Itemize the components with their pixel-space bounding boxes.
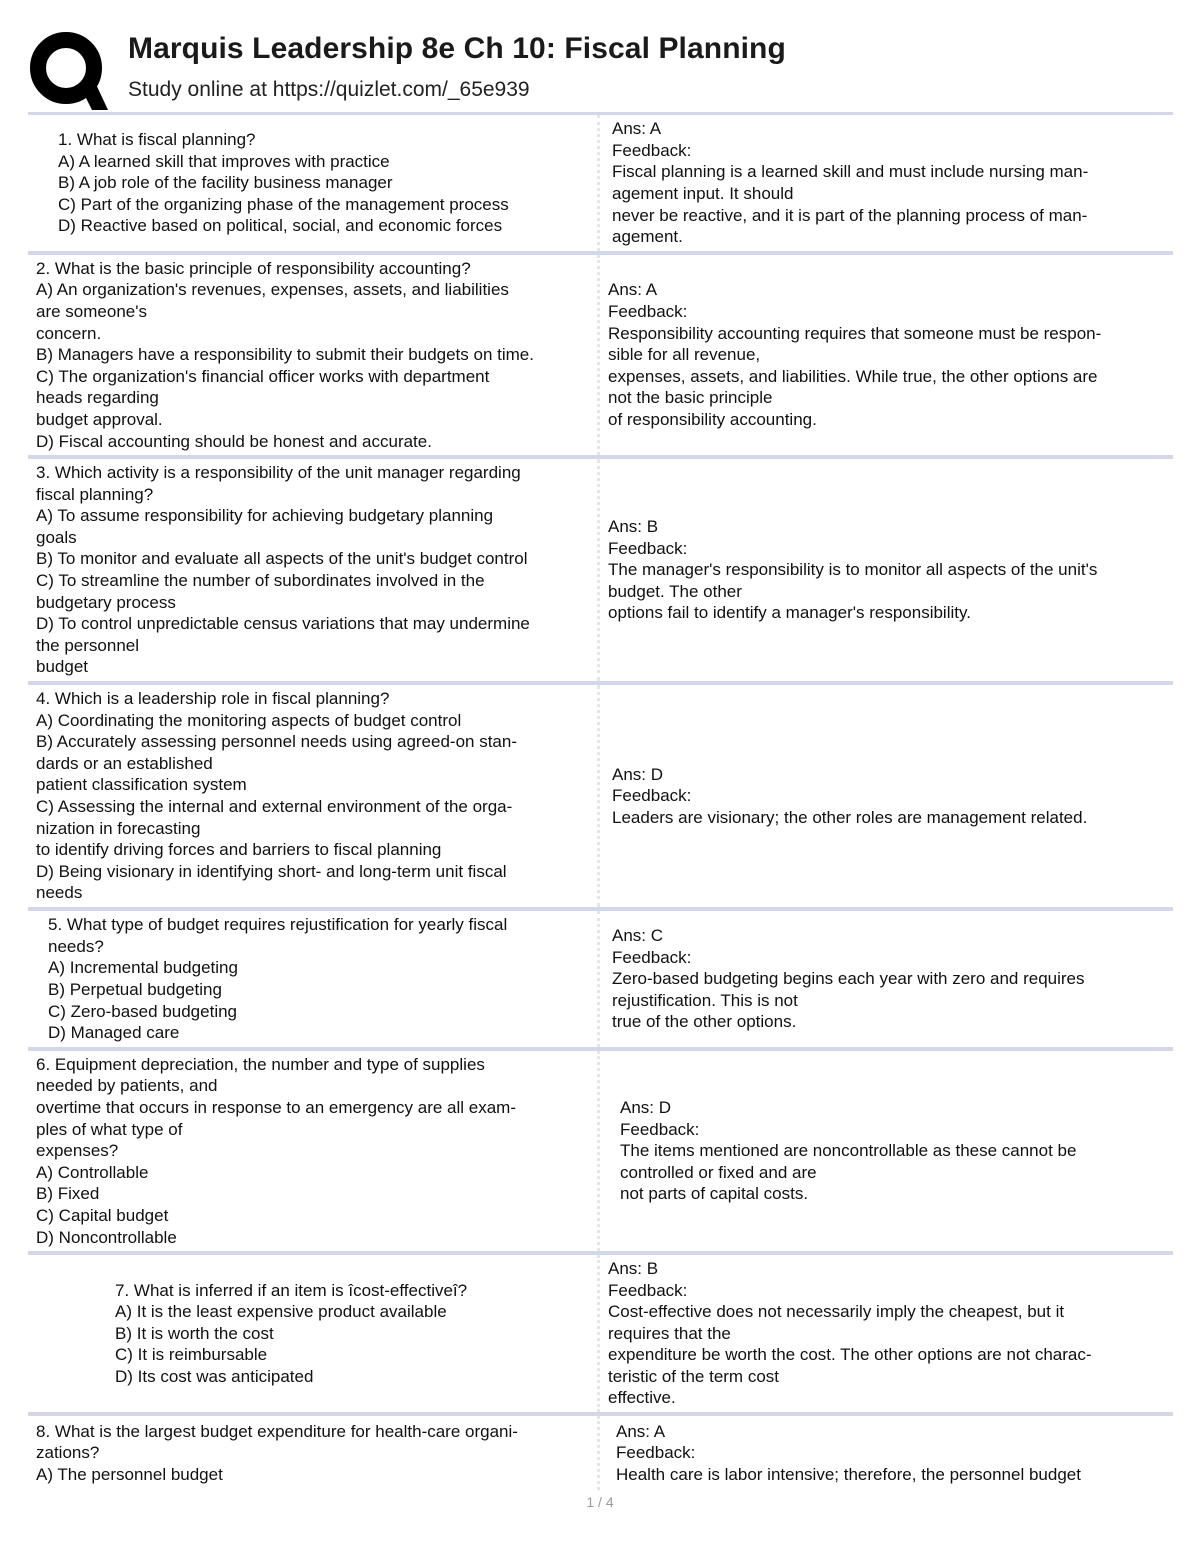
answer-cell (600, 911, 1173, 1047)
question-line: C) Capital budget (36, 1205, 169, 1225)
page-header (28, 28, 1178, 110)
quizlet-q-logo-icon (28, 30, 108, 110)
answer-line: Feedback: (612, 140, 692, 160)
answer-line: Feedback: (616, 1443, 696, 1463)
question-line: C) To streamline the number of subordinates involved in the (36, 571, 485, 590)
question-line: 2. What is the basic principle of responsibility accounting? (36, 258, 471, 278)
question-line: expenses? (36, 1141, 119, 1161)
question-cell (28, 459, 600, 681)
answer-line: requires that the (608, 1323, 731, 1343)
question-line: A) Controllable (36, 1162, 149, 1182)
question-line: the personnel (36, 635, 140, 655)
answer-line: Leaders are visionary; the other roles are management related. (612, 807, 1088, 827)
question-line: B) Managers have a responsibility to submit their budgets on time. (36, 345, 534, 365)
answer-line: sible for all revenue, (608, 345, 761, 365)
answer-line: Cost-effective does not necessarily imply the cheapest, but it (608, 1302, 1065, 1322)
page-number: 1 / 4 (586, 1494, 614, 1510)
answer-line: Responsibility accounting requires that someone must be respon- (608, 323, 1102, 343)
answer-line: effective. (608, 1388, 676, 1408)
answer-cell (600, 1416, 1173, 1490)
flashcard (28, 459, 1173, 685)
flashcard-list (28, 112, 1173, 1490)
question-line: B) Accurately assessing personnel needs using agreed-on stan- (36, 732, 518, 752)
answer-line: Ans: A (612, 119, 662, 139)
question-line: A) It is the least expensive product available (115, 1302, 447, 1322)
answer-line: budget. The other (608, 581, 742, 601)
question-line: C) Part of the organizing phase of the management process (58, 194, 509, 214)
page-title: Marquis Leadership 8e Ch 10: Fiscal Planning (128, 32, 786, 65)
answer-line: true of the other options. (612, 1012, 797, 1032)
answer-line: Ans: C (612, 926, 664, 946)
question-line: D) Fiscal accounting should be honest and accurate. (36, 431, 432, 451)
question-cell (28, 1255, 600, 1412)
question-line: B) It is worth the cost (115, 1323, 274, 1343)
answer-line: Feedback: (608, 302, 688, 322)
question-cell (28, 115, 600, 251)
question-line: 7. What is inferred if an item is îcost-effectiveî? (115, 1280, 468, 1300)
question-line: D) Noncontrollable (36, 1227, 177, 1247)
answer-line: Health care is labor intensive; therefore, the personnel budget (616, 1464, 1081, 1484)
question-line: A) The personnel budget (36, 1464, 223, 1484)
study-online-url[interactable]: Study online at https://quizlet.com/_65e939 (128, 78, 530, 101)
flashcard (28, 1416, 1173, 1490)
question-line: D) To control unpredictable census variations that may undermine (36, 614, 530, 634)
question-line: A) Incremental budgeting (48, 958, 238, 978)
answer-line: not the basic principle (608, 388, 773, 408)
question-line: B) Fixed (36, 1184, 100, 1204)
answer-line: Feedback: (608, 538, 688, 558)
answer-line: agement input. It should (612, 184, 794, 203)
question-line: B) A job role of the facility business manager (58, 173, 393, 193)
answer-line: Ans: A (616, 1421, 666, 1441)
question-line: A) Coordinating the monitoring aspects of budget control (36, 710, 462, 730)
flashcard (28, 685, 1173, 911)
answer-line: of responsibility accounting. (608, 409, 817, 429)
answer-line: Zero-based budgeting begins each year with zero and requires (612, 969, 1085, 989)
question-cell (28, 685, 600, 907)
question-line: dards or an established (36, 753, 213, 773)
question-line: D) Reactive based on political, social, and economic forces (58, 216, 503, 236)
question-line: needs (36, 883, 83, 903)
question-line: 5. What type of budget requires rejustification for yearly fiscal (48, 915, 508, 935)
answer-line: Feedback: (620, 1119, 700, 1139)
answer-line: agement. (612, 227, 683, 247)
answer-line: Ans: D (612, 764, 664, 784)
question-line: goals (36, 527, 77, 547)
answer-line: rejustification. This is not (612, 990, 798, 1010)
flashcard (28, 911, 1173, 1051)
answer-line: Ans: D (620, 1098, 672, 1118)
question-line: 6. Equipment depreciation, the number and type of supplies (36, 1054, 485, 1074)
question-line: C) It is reimbursable (115, 1345, 268, 1365)
answer-line: Fiscal planning is a learned skill and must include nursing man- (612, 162, 1089, 182)
answer-cell (600, 255, 1173, 455)
answer-line: expenses, assets, and liabilities. While true, the other options are (608, 366, 1098, 386)
answer-line: Feedback: (608, 1280, 688, 1300)
answer-line: teristic of the term cost (608, 1366, 779, 1386)
question-line: overtime that occurs in response to an emergency are all exam- (36, 1098, 517, 1118)
answer-line: options fail to identify a manager's responsibility. (608, 603, 971, 623)
answer-line: not parts of capital costs. (620, 1184, 809, 1204)
answer-line: Feedback: (612, 947, 692, 967)
question-line: A) An organization's revenues, expenses, assets, and liabilities (36, 280, 509, 300)
flashcard (28, 115, 1173, 255)
question-line: concern. (36, 323, 102, 343)
flashcard (28, 1051, 1173, 1255)
question-line: needs? (48, 936, 104, 956)
question-line: to identify driving forces and barriers to fiscal planning (36, 840, 442, 860)
question-line: D) Managed care (48, 1023, 180, 1043)
answer-line: expenditure be worth the cost. The other options are not charac- (608, 1345, 1092, 1365)
answer-cell (600, 685, 1173, 907)
question-line: ples of what type of (36, 1119, 183, 1139)
answer-line: Ans: B (608, 1258, 659, 1278)
answer-cell (600, 1255, 1173, 1412)
question-line: budget (36, 657, 88, 677)
answer-cell (600, 1051, 1173, 1251)
question-line: B) To monitor and evaluate all aspects of the unit's budget control (36, 549, 528, 569)
answer-line: never be reactive, and it is part of the planning process of man- (612, 205, 1088, 225)
answer-line: The manager's responsibility is to monitor all aspects of the unit's (608, 560, 1098, 580)
answer-line: Feedback: (612, 786, 692, 806)
question-line: 4. Which is a leadership role in fiscal planning? (36, 689, 390, 709)
question-line: nization in forecasting (36, 818, 201, 838)
question-line: 8. What is the largest budget expenditure for health-care organi- (36, 1421, 518, 1441)
answer-line: Ans: A (608, 280, 658, 300)
question-line: fiscal planning? (36, 484, 154, 504)
answer-cell (600, 115, 1173, 251)
question-line: C) Zero-based budgeting (48, 1001, 238, 1021)
question-line: A) A learned skill that improves with practice (58, 151, 390, 171)
question-line: D) Being visionary in identifying short- and long-term unit fiscal (36, 861, 507, 881)
flashcard (28, 1255, 1173, 1416)
question-line: zations? (36, 1443, 100, 1463)
question-line: are someone's (36, 302, 147, 322)
answer-line: controlled or fixed and are (620, 1162, 817, 1182)
question-line: patient classification system (36, 775, 247, 795)
answer-line: Ans: B (608, 517, 659, 537)
flashcard (28, 255, 1173, 459)
question-line: budget approval. (36, 409, 163, 429)
question-line: budgetary process (36, 592, 176, 612)
question-line: A) To assume responsibility for achieving budgetary planning (36, 506, 494, 526)
answer-line: The items mentioned are noncontrollable as these cannot be (620, 1141, 1077, 1161)
answer-cell (600, 459, 1173, 681)
question-line: B) Perpetual budgeting (48, 980, 222, 999)
question-line: D) Its cost was anticipated (115, 1366, 314, 1386)
question-cell (28, 255, 600, 455)
question-line: heads regarding (36, 388, 159, 408)
question-line: 3. Which activity is a responsibility of the unit manager regarding (36, 463, 521, 483)
question-line: C) The organization's financial officer works with department (36, 366, 490, 386)
question-cell (28, 1051, 600, 1251)
question-cell (28, 1416, 600, 1490)
question-line: C) Assessing the internal and external environment of the orga- (36, 797, 513, 816)
question-line: needed by patients, and (36, 1076, 218, 1096)
question-cell (28, 911, 600, 1047)
question-line: 1. What is fiscal planning? (58, 130, 256, 150)
